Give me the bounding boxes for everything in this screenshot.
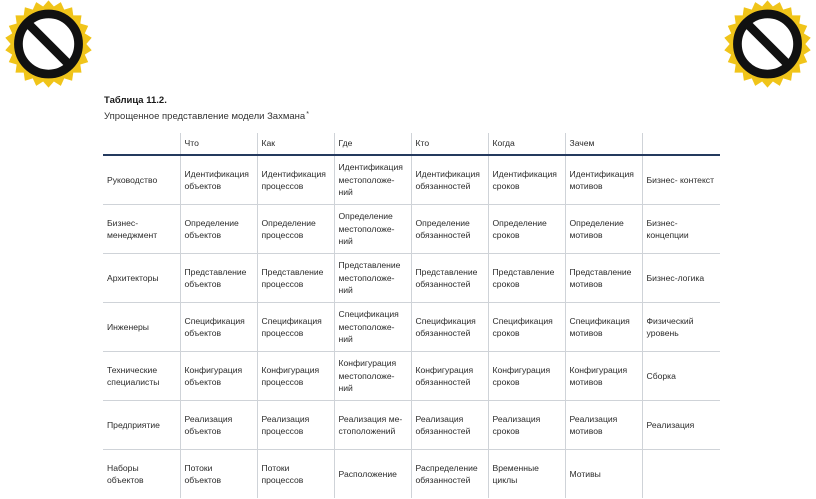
table-cell: Определение местоположе- ний bbox=[334, 205, 411, 254]
table-cell: Реализация сроков bbox=[488, 401, 565, 450]
column-header-when: Когда bbox=[488, 133, 565, 155]
table-cell: Конфигурация объектов bbox=[180, 352, 257, 401]
table-cell: Потоки процессов bbox=[257, 450, 334, 499]
table-cell: Бизнес-логика bbox=[642, 254, 720, 303]
table-cell: Спецификация местоположе- ний bbox=[334, 303, 411, 352]
row-label: Наборы объектов bbox=[107, 462, 144, 485]
table-cell bbox=[642, 450, 720, 499]
table-cell: Сборка bbox=[642, 352, 720, 401]
table-row bbox=[103, 254, 720, 303]
table-cell: Конфигурация мотивов bbox=[565, 352, 642, 401]
column-header-empty-right bbox=[642, 133, 720, 155]
row-label: Инженеры bbox=[103, 303, 180, 352]
table-cell: Идентификация объектов bbox=[180, 155, 257, 205]
table-cell: Определение объектов bbox=[180, 205, 257, 254]
table-cell: Реализация ме- стоположений bbox=[334, 401, 411, 450]
table-cell: Бизнес- контекст bbox=[642, 155, 720, 205]
zachman-table bbox=[103, 133, 720, 498]
table-row bbox=[103, 401, 720, 450]
row-label: Предприятие bbox=[103, 401, 180, 450]
no-entry-sign-icon bbox=[719, 0, 816, 88]
table-cell: Представление объектов bbox=[180, 254, 257, 303]
column-header-how: Как bbox=[257, 133, 334, 155]
row-label: Руководство bbox=[103, 155, 180, 205]
table-row bbox=[103, 303, 720, 352]
table-cell: Конфигурация сроков bbox=[488, 352, 565, 401]
table-cell: Реализация объектов bbox=[180, 401, 257, 450]
column-header-what: Что bbox=[180, 133, 257, 155]
row-label: Технические специалисты bbox=[103, 352, 180, 401]
no-entry-sign-icon bbox=[0, 0, 97, 88]
table-cell: Реализация мотивов bbox=[565, 401, 642, 450]
table-cell: Идентификация обязанностей bbox=[411, 155, 488, 205]
table-cell: Определение обязанностей bbox=[411, 205, 488, 254]
table-subtitle-text: Упрощенное представление модели Захмана bbox=[104, 111, 306, 122]
table-cell: Представление обязанностей bbox=[411, 254, 488, 303]
table-cell: Временные циклы bbox=[488, 450, 565, 499]
table-cell: Реализация процессов bbox=[257, 401, 334, 450]
table-number: Таблица 11.2. bbox=[104, 95, 167, 106]
row-label: Архитекторы bbox=[103, 254, 180, 303]
table-cell: Представление сроков bbox=[488, 254, 565, 303]
table-cell: Потоки объектов bbox=[180, 450, 257, 499]
column-header-who: Кто bbox=[411, 133, 488, 155]
table-cell: Определение процессов bbox=[257, 205, 334, 254]
table-cell: Реализация bbox=[642, 401, 720, 450]
table-cell: Представление мотивов bbox=[565, 254, 642, 303]
table-cell: Распределение обязанностей bbox=[411, 450, 488, 499]
table-subtitle bbox=[104, 111, 309, 122]
table-header-row bbox=[103, 133, 720, 155]
table-row bbox=[103, 205, 720, 254]
table-row bbox=[103, 155, 720, 205]
column-header-where: Где bbox=[334, 133, 411, 155]
table-cell: Спецификация обязанностей bbox=[411, 303, 488, 352]
table-cell: Идентификация процессов bbox=[257, 155, 334, 205]
table-cell: Представление местоположе- ний bbox=[334, 254, 411, 303]
table-cell: Спецификация процессов bbox=[257, 303, 334, 352]
column-header-why: Зачем bbox=[565, 133, 642, 155]
table-cell: Физический уровень bbox=[642, 303, 720, 352]
table-cell: Спецификация объектов bbox=[180, 303, 257, 352]
column-header-empty bbox=[103, 133, 180, 155]
table-cell: Представление процессов bbox=[257, 254, 334, 303]
table-cell: Конфигурация процессов bbox=[257, 352, 334, 401]
table-cell: Идентификация сроков bbox=[488, 155, 565, 205]
table-row bbox=[103, 450, 720, 499]
table-cell: Расположение bbox=[334, 450, 411, 499]
table-cell: Определение сроков bbox=[488, 205, 565, 254]
table-cell: Реализация обязанностей bbox=[411, 401, 488, 450]
table-cell: Спецификация сроков bbox=[488, 303, 565, 352]
table-cell: Бизнес- концепции bbox=[642, 205, 720, 254]
table-cell: Конфигурация обязанностей bbox=[411, 352, 488, 401]
row-label: Бизнес- менеджмент bbox=[103, 205, 180, 254]
table-cell: Идентификация местоположе- ний bbox=[334, 155, 411, 205]
table-row bbox=[103, 352, 720, 401]
table-cell: Мотивы bbox=[565, 450, 642, 499]
table-cell: Конфигурация местоположе- ний bbox=[334, 352, 411, 401]
table-cell: Определение мотивов bbox=[565, 205, 642, 254]
table-cell: Идентификация мотивов bbox=[565, 155, 642, 205]
footnote-mark: * bbox=[306, 111, 309, 118]
table-caption bbox=[104, 95, 309, 122]
table-cell: Спецификация мотивов bbox=[565, 303, 642, 352]
